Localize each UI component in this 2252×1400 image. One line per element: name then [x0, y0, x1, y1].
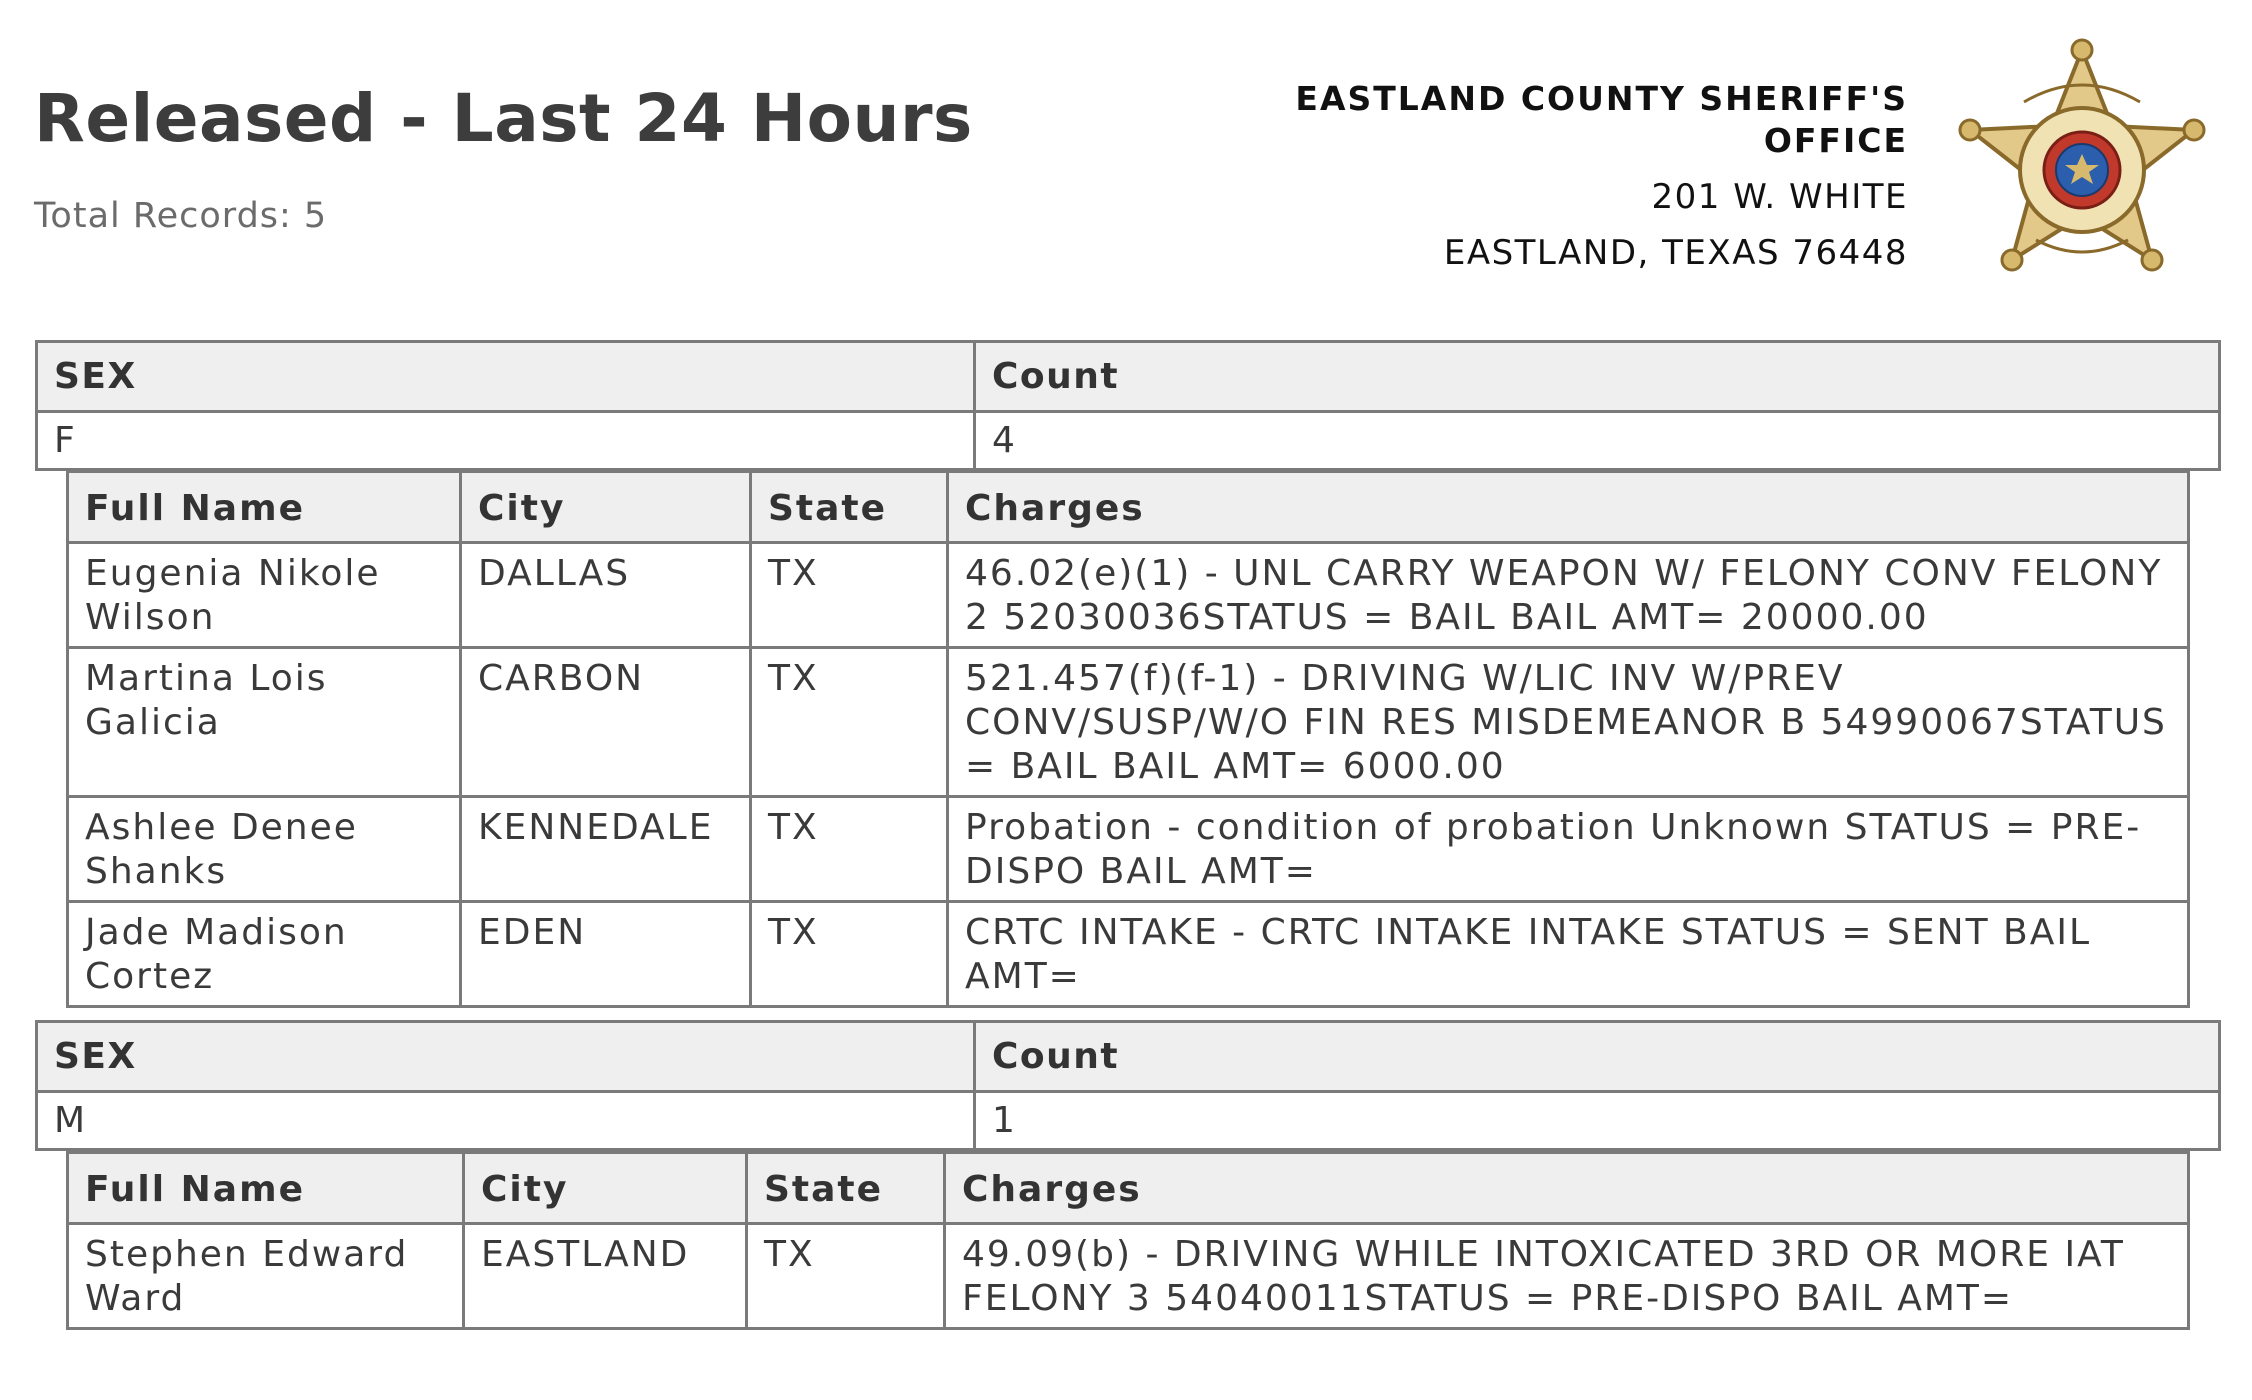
charges-cell: 521.457(f)(f-1) - DRIVING W/LIC INV W/PREV CONV/SUSP/W/O FIN RES MISDEMEANOR B 54990067STATUS = BAIL BAIL AMT= 6000.00: [948, 648, 2189, 797]
full-name-cell: Stephen Edward Ward: [68, 1224, 464, 1329]
table-row: [68, 797, 2189, 902]
table-row: [68, 1224, 2189, 1329]
full-name-cell: Jade Madison Cortez: [68, 902, 461, 1007]
sex-header: SEX: [37, 342, 975, 412]
table-row: [68, 648, 2189, 797]
full-name-cell: Eugenia Nikole Wilson: [68, 543, 461, 648]
count-header: Count: [975, 1022, 2220, 1092]
sex-value: M: [37, 1092, 975, 1150]
city-cell: EASTLAND: [464, 1224, 747, 1329]
released-people-table-f: [66, 470, 2190, 1008]
city-cell: KENNEDALE: [461, 797, 751, 902]
agency-city-state-zip: EASTLAND, TEXAS 76448: [1443, 233, 1908, 273]
city-header: City: [464, 1153, 747, 1224]
state-cell: TX: [751, 543, 948, 648]
city-header: City: [461, 472, 751, 543]
table-row: [68, 902, 2189, 1007]
state-header: State: [751, 472, 948, 543]
sex-header: SEX: [37, 1022, 975, 1092]
sex-summary-table-f: [35, 340, 2221, 471]
full-name-cell: Ashlee Denee Shanks: [68, 797, 461, 902]
table-row: [68, 543, 2189, 648]
state-cell: TX: [747, 1224, 945, 1329]
city-cell: EDEN: [461, 902, 751, 1007]
charges-cell: Probation - condition of probation Unknown STATUS = PRE-DISPO BAIL AMT=: [948, 797, 2189, 902]
state-cell: TX: [751, 648, 948, 797]
agency-address: 201 W. WHITE: [1651, 177, 1908, 217]
charges-header: Charges: [945, 1153, 2189, 1224]
total-records-label: Total Records:: [34, 196, 292, 236]
sheriff-star-badge-icon: [1940, 30, 2224, 306]
state-cell: TX: [751, 797, 948, 902]
page-title: Released - Last 24 Hours: [34, 80, 973, 157]
state-header: State: [747, 1153, 945, 1224]
total-records: [34, 196, 327, 236]
city-cell: DALLAS: [461, 543, 751, 648]
agency-block: [1208, 78, 1908, 274]
agency-name-line1: EASTLAND COUNTY SHERIFF'S: [1295, 79, 1908, 118]
count-value: 1: [975, 1092, 2220, 1150]
agency-name-line2: OFFICE: [1763, 121, 1908, 160]
city-cell: CARBON: [461, 648, 751, 797]
charges-cell: 49.09(b) - DRIVING WHILE INTOXICATED 3RD OR MORE IAT FELONY 3 54040011STATUS = PRE-DISPO BAIL AMT=: [945, 1224, 2189, 1329]
count-header: Count: [975, 342, 2220, 412]
total-records-value: 5: [303, 196, 328, 236]
full-name-cell: Martina Lois Galicia: [68, 648, 461, 797]
sex-value: F: [37, 412, 975, 470]
count-value: 4: [975, 412, 2220, 470]
state-cell: TX: [751, 902, 948, 1007]
sex-summary-table-m: [35, 1020, 2221, 1151]
charges-cell: 46.02(e)(1) - UNL CARRY WEAPON W/ FELONY CONV FELONY 2 52030036STATUS = BAIL BAIL AMT= 20000.00: [948, 543, 2189, 648]
full-name-header: Full Name: [68, 1153, 464, 1224]
charges-cell: CRTC INTAKE - CRTC INTAKE INTAKE STATUS = SENT BAIL AMT=: [948, 902, 2189, 1007]
released-people-table-m: [66, 1151, 2190, 1330]
agency-name: [1208, 78, 1908, 162]
charges-header: Charges: [948, 472, 2189, 543]
full-name-header: Full Name: [68, 472, 461, 543]
